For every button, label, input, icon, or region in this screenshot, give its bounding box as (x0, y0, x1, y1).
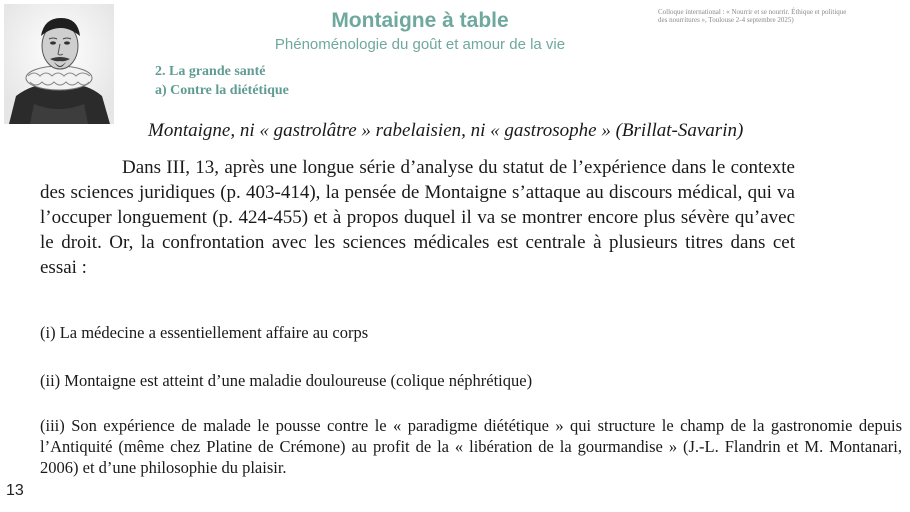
paragraph-text: Dans III, 13, après une longue série d’analyse du statut de l’expérience dans le contexte des sciences juridiques (p. 403-414), la pensée de Montaigne s’attaque au discours médical, qui va l’occuper longuement (p. 424-455) et à propos duquel il va se montrer encore plus sévère qu’avec le droit. Or, la confrontation avec les sciences médicales est centrale à plusieurs titres dans cet essai : (40, 157, 795, 278)
list-item: (ii) Montaigne est atteint d’une maladie douloureuse (colique néphrétique) (40, 371, 533, 390)
list-item: (i) La médecine a essentiellement affaire au corps (40, 323, 369, 342)
colloque-note-line-2: des nourritures », Toulouse 2-4 septembre 2025) (658, 16, 794, 24)
montaigne-portrait-image (4, 4, 114, 124)
list-item: (iii) Son expérience de malade le pousse contre le « paradigme diététique » qui structure le champ de la gastronomie depuis l’Antiquité (même chez Platine de Crémone) au profit de la « libération de la gourmandise » (J.-L. Flandrin et M. Montanari, 2006) et d’une philosophie du plaisir. (40, 416, 902, 477)
body-paragraph (40, 155, 795, 280)
section-subpart: a) Contre la diététique (155, 83, 289, 98)
colloque-note-line-1: Colloque international : « Nourrir et se nourrir. Éthique et politique (658, 8, 847, 16)
slide-heading: Montaigne, ni « gastrolâtre » rabelaisien, ni « gastrosophe » (Brillat-Savarin) (148, 120, 744, 141)
colloque-note (658, 8, 902, 24)
page-number: 13 (6, 482, 24, 499)
slide-subtitle: Phénoménologie du goût et amour de la vie (274, 36, 566, 53)
slide-title: Montaigne à table (331, 9, 509, 32)
section-heading (155, 62, 289, 100)
section-part: 2. La grande santé (155, 64, 266, 79)
